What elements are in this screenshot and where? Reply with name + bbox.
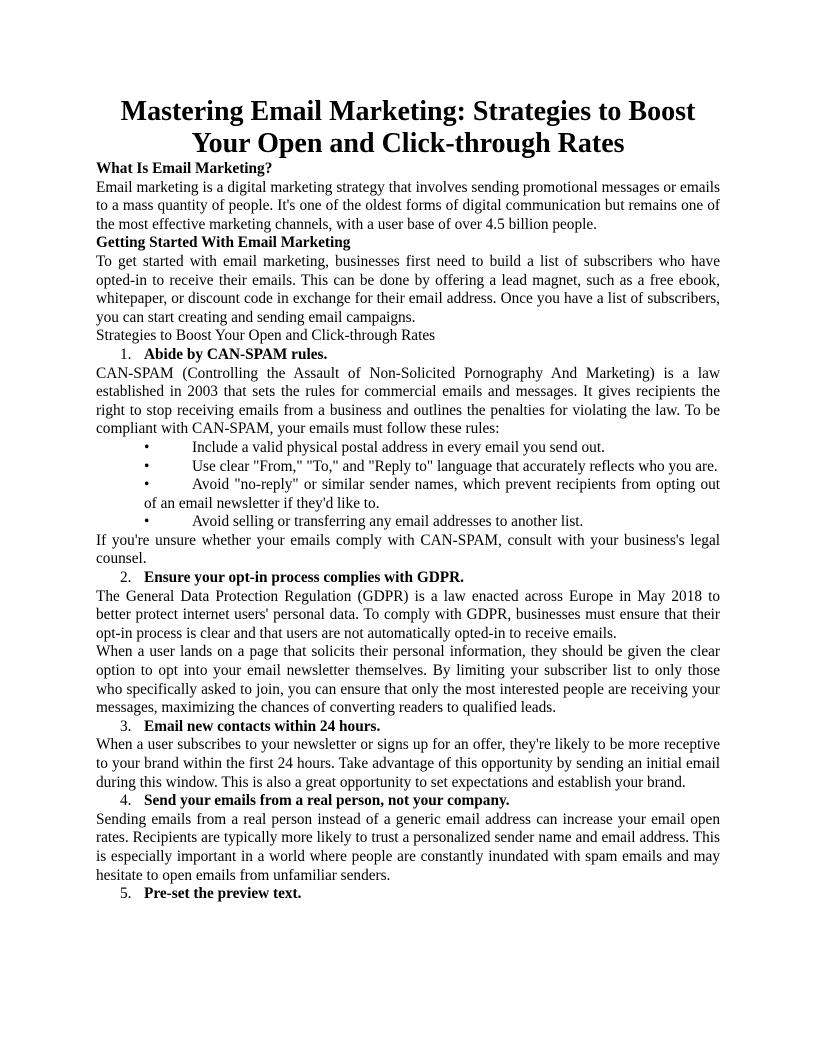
list-item bbox=[144, 439, 720, 458]
list-item bbox=[144, 513, 720, 532]
strategy-1-after: If you're unsure whether your emails comply with CAN-SPAM, consult with your business's legal counsel. bbox=[96, 531, 720, 568]
document-page bbox=[96, 96, 720, 904]
strategy-1-rules-list bbox=[96, 439, 720, 532]
strategy-4-title bbox=[96, 792, 720, 811]
bullet-icon: • bbox=[144, 438, 150, 456]
strategy-5-number: 5. bbox=[120, 885, 132, 903]
strategy-3-label: Email new contacts within 24 hours. bbox=[144, 717, 381, 735]
strategy-1-body: CAN-SPAM (Controlling the Assault of Non-Solicited Pornography And Marketing) is a law established in 2003 that sets the rules for commercial emails and messages. It gives recipients the right to stop receiving emails from a business and outlines the penalties for violating the law. To be compliant with CAN-SPAM, your emails must follow these rules: bbox=[96, 364, 720, 438]
strategy-2-title bbox=[96, 569, 720, 588]
strategy-3-number: 3. bbox=[120, 717, 132, 735]
strategy-2-label: Ensure your opt-in process complies with GDPR. bbox=[144, 569, 464, 587]
strategy-3-title bbox=[96, 718, 720, 737]
section-body-what-is: Email marketing is a digital marketing strategy that involves sending promotional messages or emails to a mass quantity of people. It's one of the oldest forms of digital communication but remains one of the most effective marketing channels, with a user base of over 4.5 billion people. bbox=[96, 178, 720, 233]
document-title: Mastering Email Marketing: Strategies to Boost Your Open and Click-through Rates bbox=[120, 96, 696, 159]
strategy-5-title bbox=[96, 885, 720, 904]
section-heading-strategies: Strategies to Boost Your Open and Click-through Rates bbox=[96, 327, 436, 345]
list-item bbox=[144, 458, 720, 477]
list-item-text: Avoid "no-reply" or similar sender names, which prevent recipients from opting out of an email newsletter if they'd like to. bbox=[144, 476, 720, 512]
strategy-2-number: 2. bbox=[120, 569, 132, 587]
list-item-text: Use clear "From," "To," and "Reply to" language that accurately reflects who you are. bbox=[192, 457, 718, 475]
bullet-icon: • bbox=[144, 476, 150, 494]
strategy-4-label: Send your emails from a real person, not your company. bbox=[144, 792, 510, 810]
strategy-3-body: When a user subscribes to your newsletter or signs up for an offer, they're likely to be more receptive to your brand within the first 24 hours. Take advantage of this opportunity by sending an initial email during this window. This is also a great opportunity to set expectations and establish your brand. bbox=[96, 736, 720, 791]
strategy-2-body-2: When a user lands on a page that solicits their personal information, they should be given the clear option to opt into your email newsletter themselves. By limiting your subscriber list to only those who specifically asked to join, you can ensure that only the most interested people are receiving your messages, maximizing the chances of converting readers to qualified leads. bbox=[96, 643, 720, 717]
strategy-4-body: Sending emails from a real person instead of a generic email address can increase your email open rates. Recipients are typically more likely to trust a personalized sender name and email address. This is especially important in a world where people are constantly inundated with spam emails and may hesitate to open emails from unfamiliar senders. bbox=[96, 810, 720, 884]
list-item-text: Avoid selling or transferring any email addresses to another list. bbox=[192, 513, 584, 531]
bullet-icon: • bbox=[144, 457, 150, 475]
section-body-getting-started: To get started with email marketing, businesses first need to build a list of subscribers who have opted-in to receive their emails. This can be done by offering a lead magnet, such as a free ebook, whitepaper, or discount code in exchange for their email address. Once you have a list of subscribers, you can start creating and sending email campaigns. bbox=[96, 252, 720, 326]
section-heading-what-is: What Is Email Marketing? bbox=[96, 160, 273, 177]
section-heading-getting-started: Getting Started With Email Marketing bbox=[96, 234, 351, 252]
bullet-icon: • bbox=[144, 513, 150, 531]
list-item-text: Include a valid physical postal address in every email you send out. bbox=[192, 438, 605, 456]
strategy-5-label: Pre-set the preview text. bbox=[144, 885, 302, 903]
strategy-1-label: Abide by CAN-SPAM rules. bbox=[144, 345, 328, 363]
strategy-1-number: 1. bbox=[120, 345, 132, 363]
strategy-4-number: 4. bbox=[120, 792, 132, 810]
strategy-2-body-1: The General Data Protection Regulation (GDPR) is a law enacted across Europe in May 2018 to better protect internet users' personal data. To comply with GDPR, businesses must ensure that their opt-in process is clear and that users are not automatically opted-in to receive emails. bbox=[96, 587, 720, 642]
list-item bbox=[144, 476, 720, 513]
strategy-1-title bbox=[96, 346, 720, 365]
